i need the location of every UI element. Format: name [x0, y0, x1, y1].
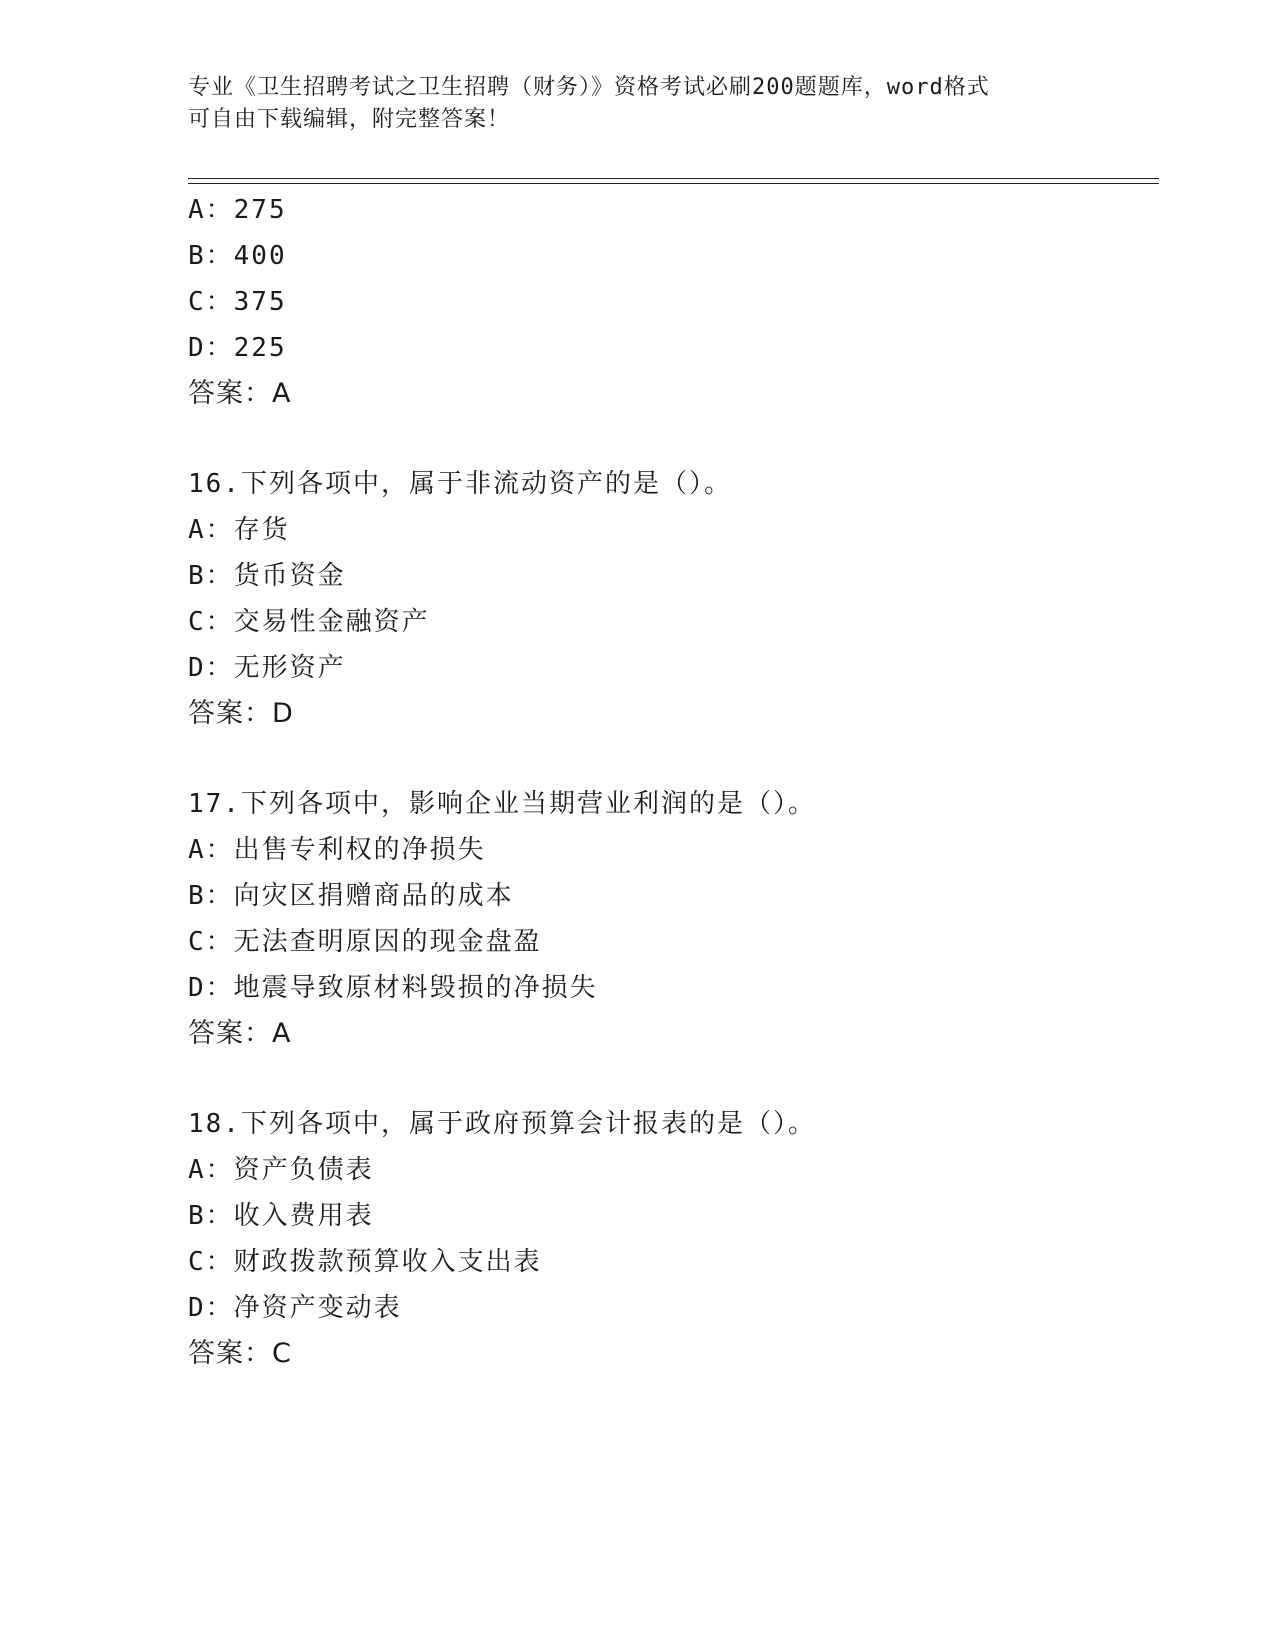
question-list [188, 187, 1168, 1377]
previous-question-block [188, 187, 1168, 417]
answer-line: 答案：C [188, 1338, 292, 1369]
option-c: C：无法查明原因的现金盘盈 [188, 927, 542, 957]
header-divider-top [188, 178, 1159, 179]
option-a: A：275 [188, 195, 287, 225]
option-d: D：地震导致原材料毁损的净损失 [188, 973, 598, 1003]
question-text: 16.下列各项中，属于非流动资产的是（）。 [188, 469, 732, 499]
option-b: B：收入费用表 [188, 1201, 374, 1231]
spacer [188, 417, 1168, 461]
header-title-line-1: 专业《卫生招聘考试之卫生招聘（财务）》资格考试必刷200题题库，word格式 [188, 75, 990, 100]
answer-line: 答案：A [188, 378, 292, 409]
spacer [188, 1057, 1168, 1101]
option-b: B：向灾区捐赠商品的成本 [188, 881, 514, 911]
spacer [188, 737, 1168, 781]
question-block-16 [188, 461, 1168, 737]
answer-line: 答案：D [188, 698, 294, 729]
question-text: 17.下列各项中，影响企业当期营业利润的是（）。 [188, 789, 816, 819]
option-d: D：净资产变动表 [188, 1293, 402, 1323]
answer-line: 答案：A [188, 1018, 292, 1049]
option-a: A：资产负债表 [188, 1155, 374, 1185]
option-d: D：225 [188, 333, 287, 363]
page-header [188, 72, 1088, 136]
option-c: C：财政拨款预算收入支出表 [188, 1247, 542, 1277]
option-a: A：存货 [188, 515, 290, 545]
option-b: B：货币资金 [188, 561, 346, 591]
option-c: C：交易性金融资产 [188, 607, 430, 637]
question-block-17 [188, 781, 1168, 1057]
option-a: A：出售专利权的净损失 [188, 835, 486, 865]
option-c: C：375 [188, 287, 287, 317]
option-d: D：无形资产 [188, 653, 346, 683]
header-title-line-2: 可自由下载编辑，附完整答案！ [188, 107, 511, 132]
option-b: B：400 [188, 241, 287, 271]
header-divider-bottom [188, 183, 1159, 184]
question-block-18 [188, 1101, 1168, 1377]
question-text: 18.下列各项中，属于政府预算会计报表的是（）。 [188, 1109, 816, 1139]
